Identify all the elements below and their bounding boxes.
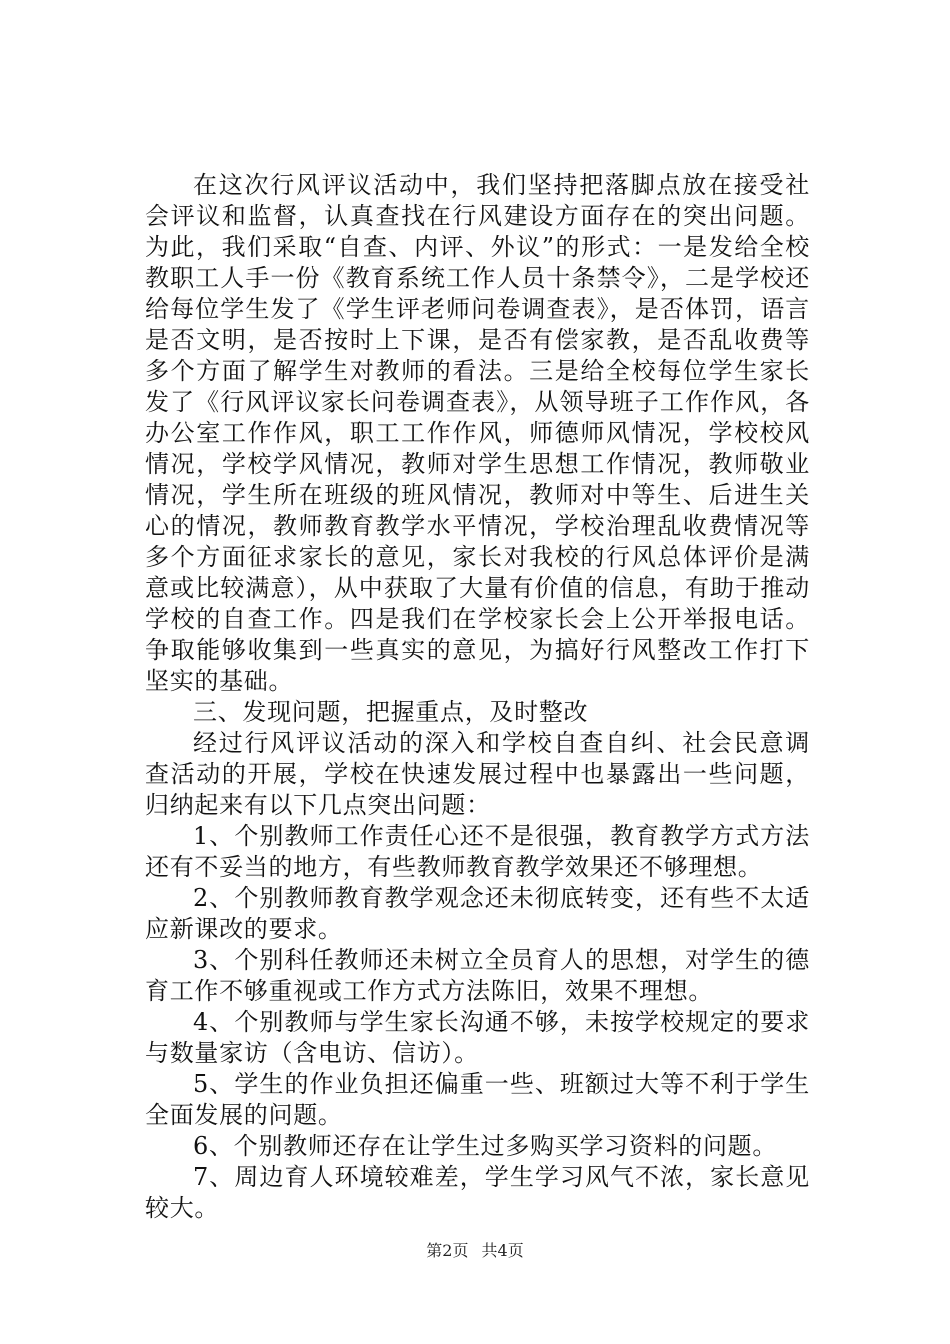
list-item-problem-4: 4、个别教师与学生家长沟通不够，未按学校规定的要求与数量家访（含电访、信访）。: [145, 1008, 810, 1067]
page-footer: [0, 1240, 950, 1262]
paragraph-evaluation-activities: 在这次行风评议活动中，我们坚持把落脚点放在接受社会评议和监督，认真查找在行风建设方面存在的突出问题。为此，我们采取“自查、内评、外议”的形式：一是发给全校教职工人手一份《教育系统工作人员十条禁令》，二是学校还给每位学生发了《学生评老师问卷调查表》，是否体罚，语言是否文明，是否按时上下课，是否有偿家教，是否乱收费等多个方面了解学生对教师的看法。三是给全校每位学生家长发了《行风评议家长问卷调查表》，从领导班子工作作风，各办公室工作作风，职工工作作风，师德师风情况，学校校风情况，学校学风情况，教师对学生思想工作情况，教师敬业情况，学生所在班级的班风情况，教师对中等生、后进生关心的情况，教师教育教学水平情况，学校治理乱收费情况等多个方面征求家长的意见，家长对我校的行风总体评价是满意或比较满意），从中获取了大量有价值的信息，有助于推动学校的自查工作。四是我们在学校家长会上公开举报电话。争取能够收集到一些真实的意见，为搞好行风整改工作打下坚实的基础。: [145, 171, 810, 695]
list-item-problem-6: 6、个别教师还存在让学生过多购买学习资料的问题。: [193, 1132, 778, 1160]
section-heading-problems: 三、发现问题，把握重点，及时整改: [193, 698, 589, 726]
list-item-problem-1: 1、个别教师工作责任心还不是很强，教育教学方式方法还有不妥当的地方，有些教师教育教学效果还不够理想。: [145, 822, 810, 881]
page-number: 第2页: [426, 1241, 469, 1260]
list-item-problem-7: 7、周边育人环境较难差，学生学习风气不浓，家长意见较大。: [145, 1163, 810, 1222]
list-item-problem-2: 2、个别教师教育教学观念还未彻底转变，还有些不太适应新课改的要求。: [145, 884, 810, 943]
document-body: [145, 170, 810, 1224]
list-item-problem-3: 3、个别科任教师还未树立全员育人的思想，对学生的德育工作不够重视或工作方式方法陈旧，效果不理想。: [145, 946, 810, 1005]
list-item-problem-5: 5、学生的作业负担还偏重一些、班额过大等不利于学生全面发展的问题。: [145, 1070, 810, 1129]
page-total: 共4页: [481, 1241, 524, 1260]
paragraph-problems-intro: 经过行风评议活动的深入和学校自查自纠、社会民意调查活动的开展，学校在快速发展过程中也暴露出一些问题，归纳起来有以下几点突出问题：: [145, 729, 810, 819]
